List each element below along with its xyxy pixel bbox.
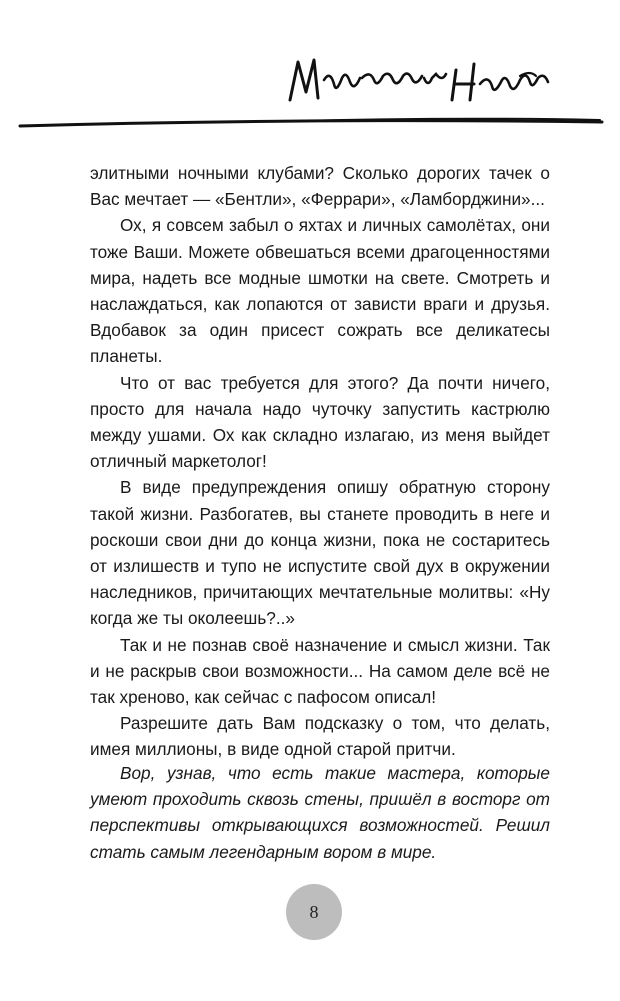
page-number: 8 xyxy=(286,884,342,940)
paragraph: Разрешите дать Вам подсказку о том, что делать, имея миллионы, в виде одной старой притчи. xyxy=(90,713,550,760)
paragraph: Что от вас требуется для этого? Да почти ничего, просто для начала надо чуточку запустить кастрюлю между ушами. Ох как складно излагаю, из меня выйдет отличный маркетолог! xyxy=(90,372,550,472)
paragraph: Так и не познав своё назначение и смысл жизни. Так и не раскрыв свои возможности... На самом деле всё не так хреново, как сейчас с пафосом описал! xyxy=(90,634,550,708)
paragraph: элитными ночными клубами? Сколько дорогих тачек о Вас мечтает — «Бентли», «Феррари», «Ламборджини»... xyxy=(90,163,550,210)
paragraph: Ох, я совсем забыл о яхтах и личных самолётах, они тоже Ваши. Можете обвешаться всеми драгоценностями мира, надеть все модные шмотки на свете. Смотреть и наслаждаться, как лопаются от зависти враги и друзья. Вдобавок за один присест сожрать все деликатесы планеты. xyxy=(90,215,550,367)
author-signature xyxy=(0,0,620,140)
body-text xyxy=(90,160,550,763)
parable-paragraph: Вор, узнав, что есть такие мастера, которые умеют проходить сквозь стены, пришёл в восторг от перспективы открывающихся возможностей. Решил стать самым легендарным вором в мире. xyxy=(90,763,550,862)
paragraph: В виде предупреждения опишу обратную сторону такой жизни. Разбогатев, вы станете проводить в неге и роскоши свои дни до конца жизни, пока не состаритесь от излишеств и тупо не испустите свой дух в окружении наследников, причитающих мечтательные молитвы: «Ну когда же ты околеешь?..» xyxy=(90,477,550,629)
page-header xyxy=(0,0,620,140)
parable-text xyxy=(90,760,550,865)
